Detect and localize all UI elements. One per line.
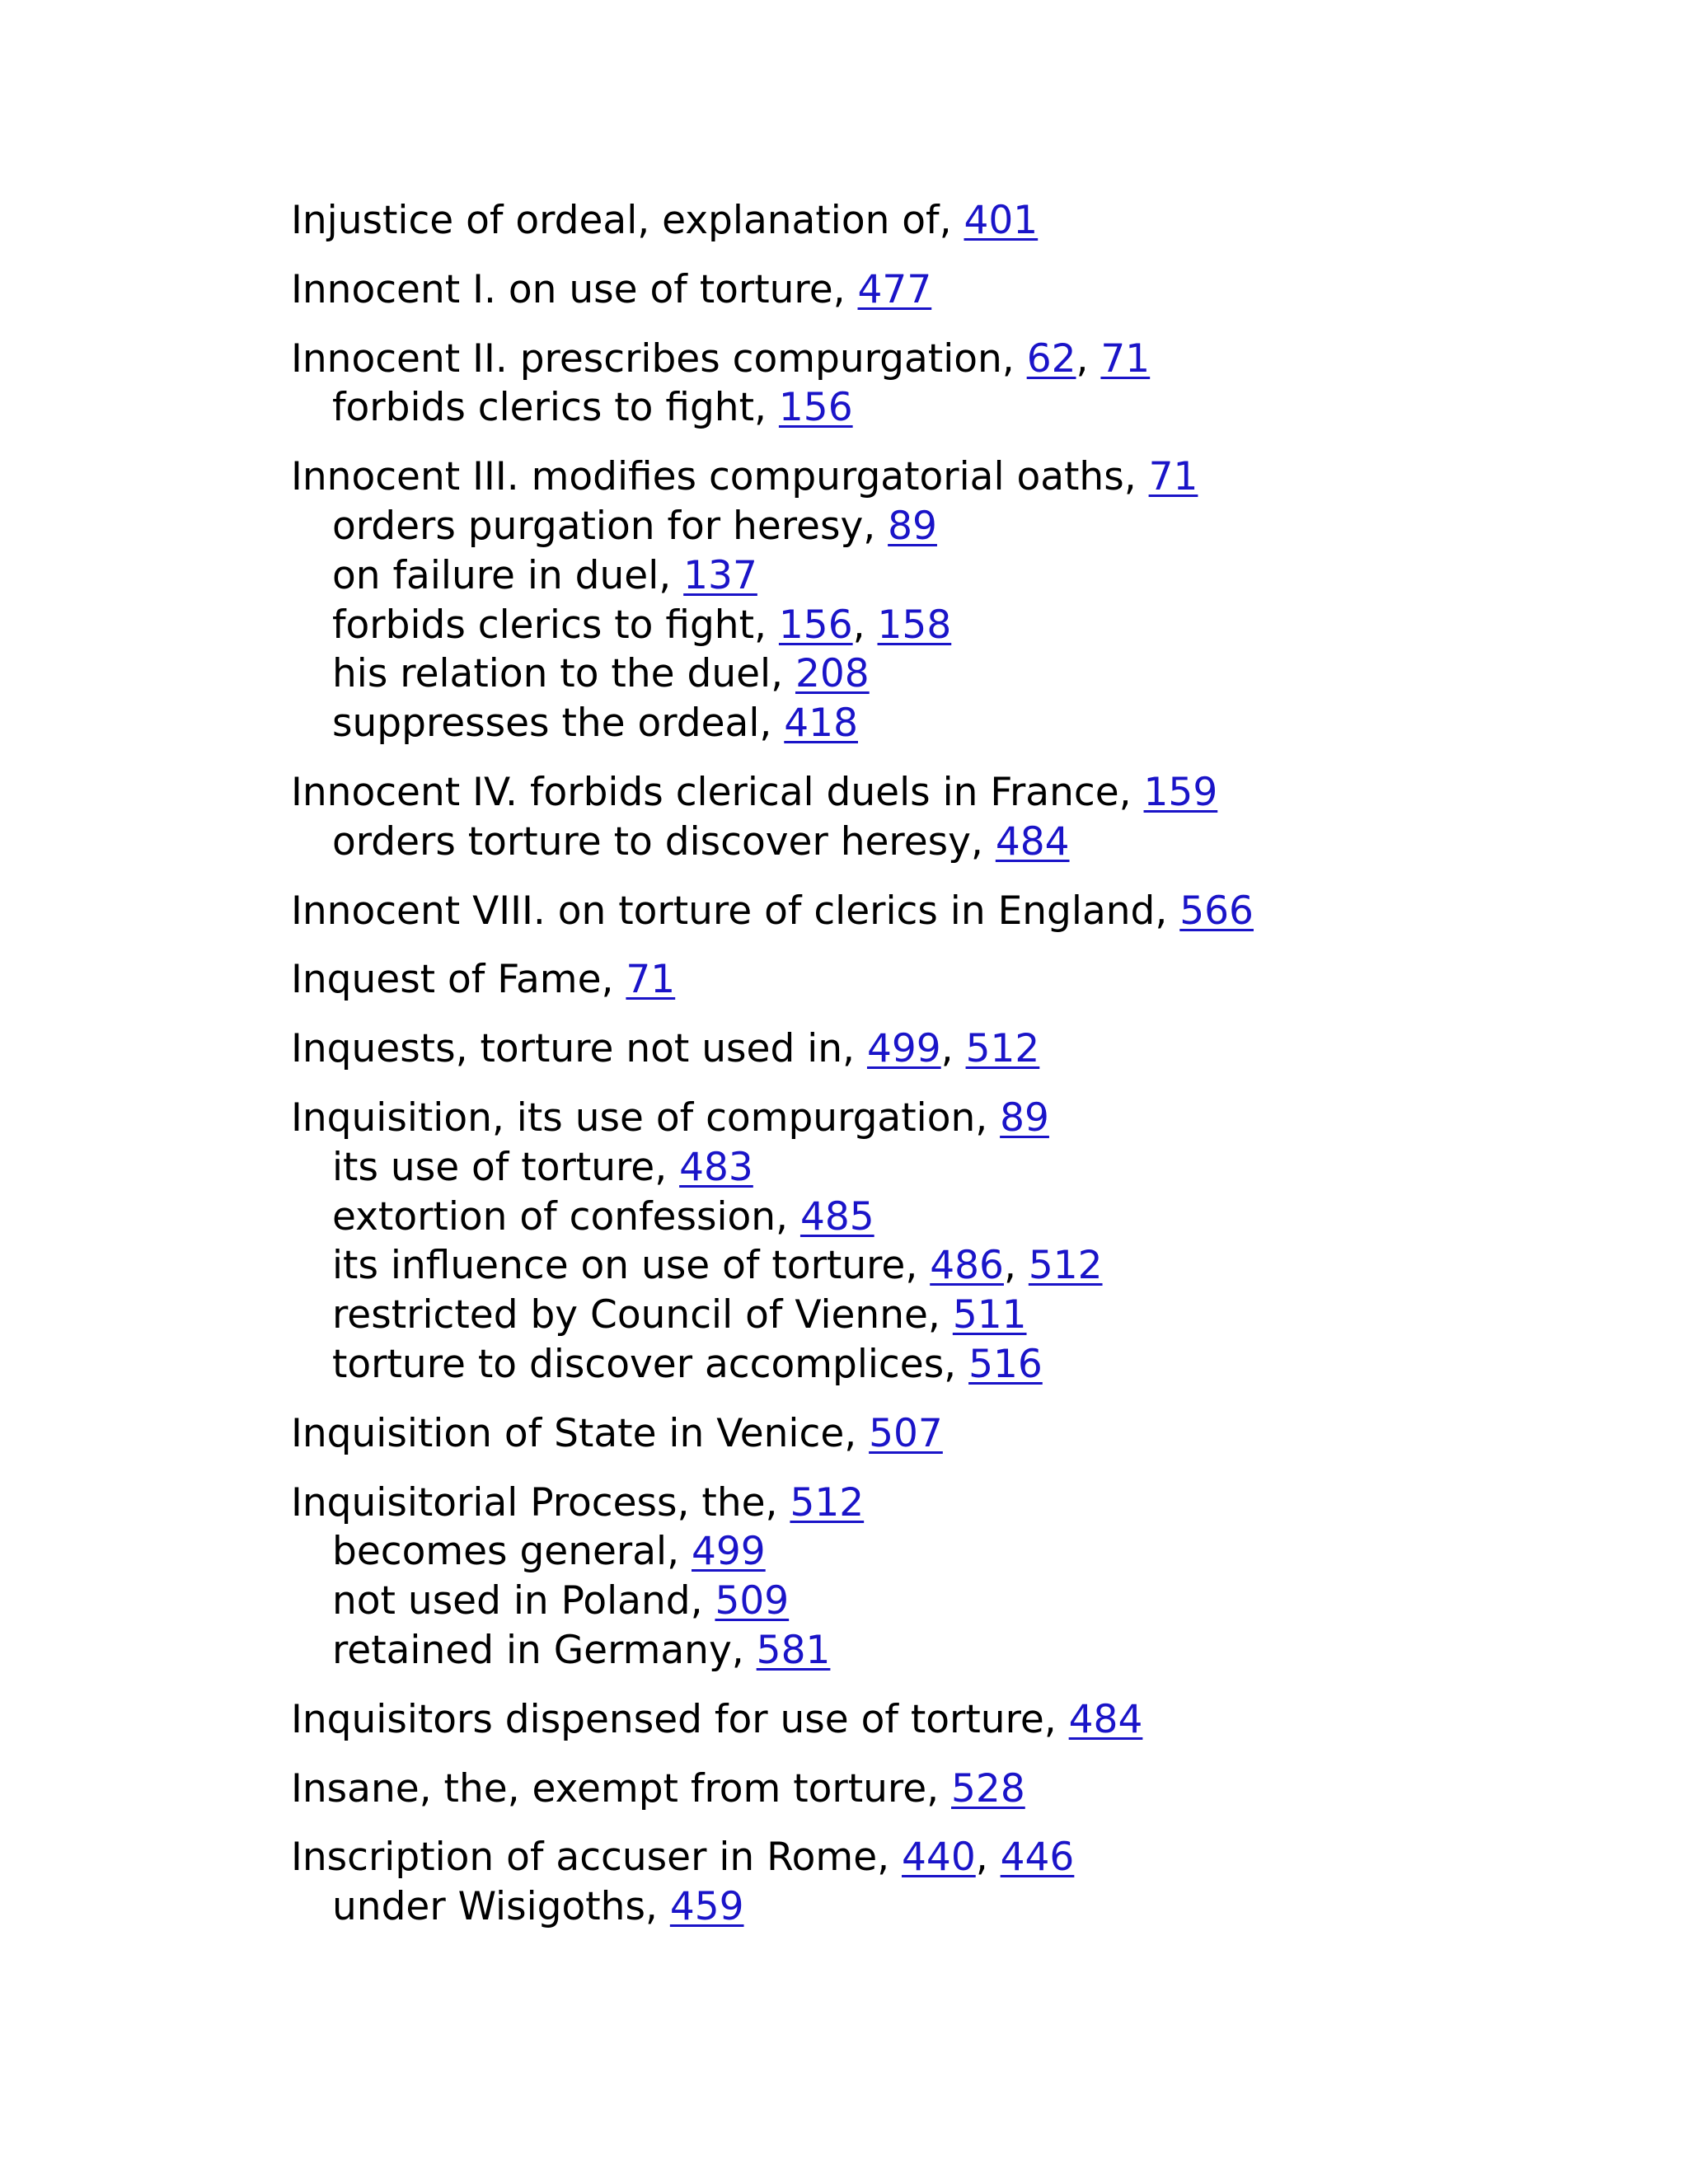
index-entry	[291, 196, 1610, 246]
page-link[interactable]: 528	[951, 1765, 1025, 1811]
page-separator: ,	[1003, 1243, 1029, 1289]
index-subentry-line	[291, 502, 1610, 551]
page-separator: ,	[940, 1026, 966, 1072]
page-link[interactable]: 71	[1100, 335, 1151, 382]
index-subentry-line	[291, 649, 1610, 699]
index-subentry-line	[291, 1626, 1610, 1675]
index-entry	[291, 452, 1610, 748]
page-link[interactable]: 137	[683, 552, 757, 598]
page-link[interactable]: 485	[799, 1193, 874, 1240]
index-heading-line	[291, 1695, 1610, 1745]
index-subentry-text: not used in Poland,	[332, 1578, 715, 1624]
page-link[interactable]: 484	[995, 818, 1070, 865]
page-link[interactable]: 89	[1000, 1094, 1049, 1141]
index-subentry-text: forbids clerics to fight,	[332, 385, 779, 431]
page-separator: ,	[852, 602, 878, 648]
index-entry	[291, 768, 1610, 867]
page-link[interactable]: 486	[930, 1243, 1004, 1289]
index-subentry-line	[291, 1143, 1610, 1193]
index-subentry-text: becomes general,	[332, 1529, 692, 1575]
index-heading-text: Innocent III. modifies compurgatorial oaths,	[291, 454, 1149, 500]
index-heading-text: Injustice of ordeal, explanation of,	[291, 198, 964, 243]
index-heading-line	[291, 1833, 1610, 1882]
index-subentry-line	[291, 1193, 1610, 1242]
page-link[interactable]: 516	[968, 1341, 1043, 1387]
index-subentry-line	[291, 1577, 1610, 1626]
index-subentry-text: its influence on use of torture,	[332, 1243, 931, 1289]
index-subentry-text: suppresses the ordeal,	[332, 701, 785, 747]
index-heading-line	[291, 1765, 1610, 1814]
page-link[interactable]: 566	[1179, 888, 1254, 934]
index-heading-line	[291, 196, 1610, 246]
index-heading-line	[291, 1409, 1610, 1459]
index-heading-text: Innocent I. on use of torture,	[291, 266, 858, 312]
index-heading-text: Insane, the, exempt from torture,	[291, 1765, 952, 1811]
page-link[interactable]: 62	[1026, 335, 1076, 382]
index-subentry-text: orders purgation for heresy,	[332, 503, 889, 549]
page-link[interactable]: 484	[1068, 1696, 1143, 1742]
page-link[interactable]: 499	[692, 1529, 766, 1575]
page-link[interactable]: 156	[778, 602, 853, 648]
page-link[interactable]: 418	[784, 701, 858, 747]
index-subentry-line	[291, 818, 1610, 867]
page-link[interactable]: 71	[626, 957, 676, 1003]
index-subentry-text: under Wisigoths,	[332, 1884, 670, 1930]
index-subentry-text: its use of torture,	[332, 1144, 680, 1190]
page-link[interactable]: 446	[1000, 1835, 1075, 1881]
index-heading-text: Inquisition, its use of compurgation,	[291, 1094, 1001, 1141]
page-link[interactable]: 159	[1143, 769, 1218, 815]
index-subentry-line	[291, 699, 1610, 748]
index-list	[291, 196, 1610, 1952]
index-subentry-line	[291, 551, 1610, 601]
index-heading-line	[291, 1024, 1610, 1074]
page-link[interactable]: 477	[857, 266, 932, 312]
index-entry	[291, 265, 1610, 315]
index-heading-text: Inquisition of State in Venice,	[291, 1410, 870, 1456]
index-subentry-text: his relation to the duel,	[332, 651, 795, 697]
index-heading-text: Inquest of Fame,	[291, 957, 626, 1003]
page-link[interactable]: 71	[1148, 454, 1198, 500]
index-subentry-line	[291, 1882, 1610, 1932]
page-separator: ,	[975, 1835, 1001, 1881]
page-link[interactable]: 401	[964, 198, 1039, 243]
index-heading-line	[291, 1479, 1610, 1528]
page-link[interactable]: 89	[888, 503, 937, 549]
page-link[interactable]: 509	[715, 1578, 790, 1624]
index-subentry-text: retained in Germany,	[332, 1627, 757, 1673]
page-separator: ,	[1076, 335, 1101, 382]
page-link[interactable]: 512	[790, 1479, 865, 1526]
index-heading-line	[291, 265, 1610, 315]
page-link[interactable]: 511	[952, 1292, 1027, 1338]
index-heading-text: Inscription of accuser in Rome,	[291, 1835, 903, 1881]
index-subentry-text: extortion of confession,	[332, 1193, 800, 1240]
index-heading-text: Inquisitorial Process, the,	[291, 1479, 790, 1526]
index-subentry-text: forbids clerics to fight,	[332, 602, 779, 648]
page-link[interactable]: 483	[679, 1144, 753, 1190]
index-heading-line	[291, 452, 1610, 502]
page-link[interactable]: 507	[869, 1410, 943, 1456]
index-heading-text: Innocent II. prescribes compurgation,	[291, 335, 1027, 382]
index-subentry-line	[291, 601, 1610, 650]
index-heading-line	[291, 1094, 1610, 1143]
page-link[interactable]: 156	[778, 385, 853, 431]
index-heading-line	[291, 335, 1610, 384]
index-entry	[291, 955, 1610, 1005]
index-heading-line	[291, 768, 1610, 818]
page-link[interactable]: 208	[795, 651, 870, 697]
page-link[interactable]: 512	[1028, 1243, 1103, 1289]
page-link[interactable]: 581	[756, 1627, 831, 1673]
index-entry	[291, 1409, 1610, 1459]
index-subentry-text: torture to discover accomplices,	[332, 1341, 969, 1387]
index-entry	[291, 335, 1610, 434]
index-entry	[291, 1833, 1610, 1932]
index-heading-line	[291, 887, 1610, 936]
page-link[interactable]: 459	[669, 1884, 744, 1930]
index-heading-text: Inquisitors dispensed for use of torture,	[291, 1696, 1069, 1742]
index-subentry-line	[291, 1241, 1610, 1291]
page-link[interactable]: 440	[902, 1835, 976, 1881]
index-entry	[291, 1695, 1610, 1745]
page-link[interactable]: 158	[877, 602, 952, 648]
index-subentry-line	[291, 1291, 1610, 1340]
index-heading-text: Inquests, torture not used in,	[291, 1026, 867, 1072]
index-entry	[291, 1479, 1610, 1675]
page-link[interactable]: 499	[866, 1026, 941, 1072]
index-entry	[291, 1765, 1610, 1814]
index-subentry-text: on failure in duel,	[332, 552, 684, 598]
index-subentry-line	[291, 383, 1610, 433]
index-entry	[291, 1094, 1610, 1390]
index-subentry-text: restricted by Council of Vienne,	[332, 1292, 953, 1338]
index-subentry-line	[291, 1340, 1610, 1390]
index-heading-line	[291, 955, 1610, 1005]
index-subentry-line	[291, 1527, 1610, 1577]
index-entry	[291, 1024, 1610, 1074]
index-entry	[291, 887, 1610, 936]
index-heading-text: Innocent VIII. on torture of clerics in England,	[291, 888, 1180, 934]
index-heading-text: Innocent IV. forbids clerical duels in France,	[291, 769, 1144, 815]
page-link[interactable]: 512	[965, 1026, 1040, 1072]
index-subentry-text: orders torture to discover heresy,	[332, 818, 996, 865]
